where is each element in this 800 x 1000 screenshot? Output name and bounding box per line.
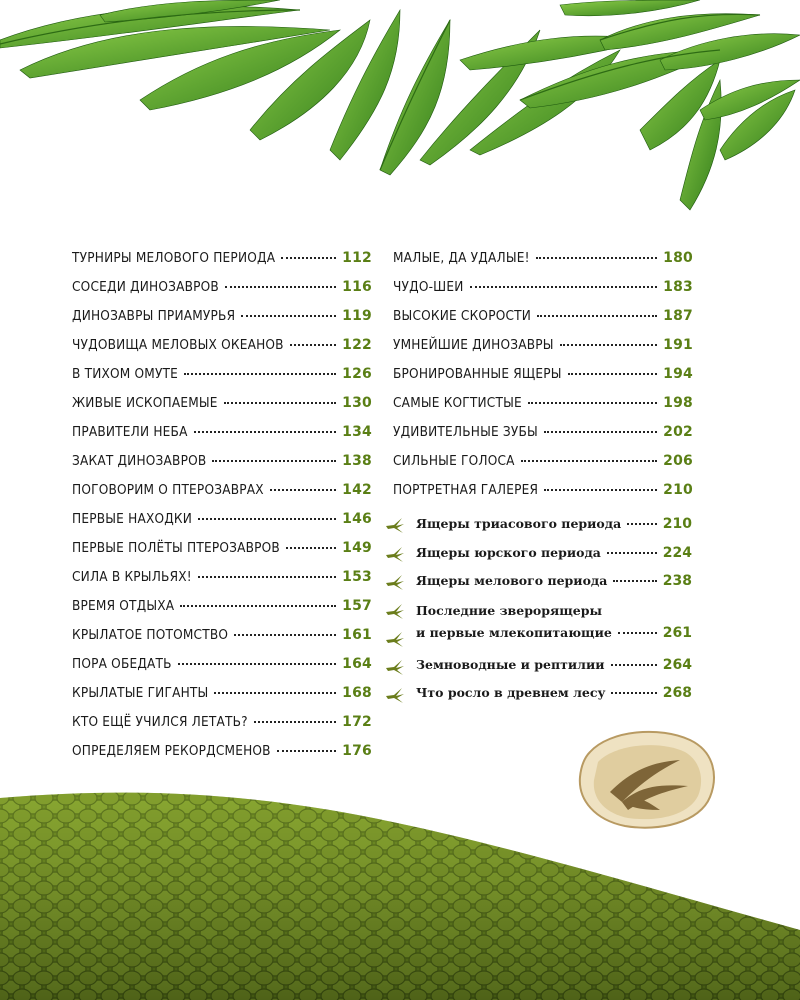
toc-entry[interactable] — [393, 279, 693, 308]
dinosaur-skin-illustration — [0, 780, 800, 1000]
dinosaur-footprint-icon — [384, 545, 406, 563]
toc-entry[interactable] — [393, 395, 693, 424]
dot-leader — [178, 662, 336, 665]
toc-entry-page: 168 — [342, 685, 372, 701]
toc-entry-title: УМНЕЙШИЕ ДИНОЗАВРЫ — [393, 337, 554, 353]
dot-leader — [611, 692, 656, 694]
dot-leader — [198, 517, 336, 520]
toc-entry-page: 164 — [342, 656, 372, 672]
toc-entry[interactable] — [72, 482, 372, 511]
toc-entry[interactable] — [72, 714, 372, 743]
toc-entry-page: 264 — [662, 657, 692, 673]
toc-entry-title: ВЫСОКИЕ СКОРОСТИ — [393, 308, 532, 324]
toc-entry[interactable] — [72, 366, 372, 395]
dot-leader — [224, 401, 336, 404]
dinosaur-footprint-icon — [384, 658, 406, 676]
toc-entry[interactable] — [72, 656, 372, 685]
toc-entry-title: БРОНИРОВАННЫЕ ЯЩЕРЫ — [393, 366, 562, 382]
toc-entry-page: 153 — [342, 569, 372, 585]
toc-entry-title: СИЛА В КРЫЛЬЯХ! — [72, 569, 192, 585]
toc-entry[interactable] — [72, 569, 372, 598]
toc-entry-title: ОПРЕДЕЛЯЕМ РЕКОРДСМЕНОВ — [72, 743, 271, 759]
toc-entry[interactable] — [72, 308, 372, 337]
toc-entry-title: ЧУДО-ШЕИ — [393, 279, 464, 295]
dot-leader — [627, 523, 657, 525]
dinosaur-footprint-icon — [384, 573, 406, 591]
toc-entry-title: ПОРА ОБЕДАТЬ — [72, 656, 172, 672]
toc-entry-title: СОСЕДИ ДИНОЗАВРОВ — [72, 279, 219, 295]
toc-entry[interactable] — [393, 366, 693, 395]
toc-subentry[interactable] — [380, 600, 692, 644]
toc-entry-title: ПОРТРЕТНАЯ ГАЛЕРЕЯ — [393, 482, 539, 498]
dot-leader — [225, 285, 336, 288]
toc-entry-title: ТУРНИРЫ МЕЛОВОГО ПЕРИОДА — [72, 250, 276, 266]
toc-left-column — [72, 250, 372, 772]
toc-entry-title: Ящеры триасового периода — [416, 516, 622, 531]
toc-entry-page: 224 — [662, 545, 692, 561]
dot-leader — [286, 546, 336, 549]
toc-entry-title: ЗАКАТ ДИНОЗАВРОВ — [72, 453, 207, 469]
toc-entry-page: 206 — [663, 453, 693, 469]
toc-entry[interactable] — [393, 308, 693, 337]
toc-entry-title: КТО ЕЩЁ УЧИЛСЯ ЛЕТАТЬ? — [72, 714, 248, 730]
dot-leader — [537, 314, 657, 317]
dot-leader — [613, 580, 656, 582]
toc-entry-page: 176 — [342, 743, 372, 759]
dinosaur-footprint-icon — [384, 602, 406, 620]
dot-leader — [194, 430, 337, 433]
dinosaur-footprint-icon — [384, 630, 406, 648]
toc-entry-title: Земноводные и рептилии — [416, 657, 605, 672]
toc-entry-page: 116 — [342, 279, 372, 295]
dot-leader — [618, 632, 657, 634]
toc-entry-page: 202 — [663, 424, 693, 440]
toc-entry-title: ПЕРВЫЕ ПОЛЁТЫ ПТЕРОЗАВРОВ — [72, 540, 280, 556]
toc-entry-title: Что росло в древнем лесу — [416, 685, 606, 700]
dot-leader — [607, 552, 657, 554]
toc-entry-page: 126 — [342, 366, 372, 382]
toc-entry-page: 161 — [342, 627, 372, 643]
toc-entry[interactable] — [72, 395, 372, 424]
toc-entry-title: ПОГОВОРИМ О ПТЕРОЗАВРАХ — [72, 482, 264, 498]
toc-entry[interactable] — [72, 337, 372, 366]
toc-entry[interactable] — [72, 627, 372, 656]
toc-entry[interactable] — [72, 424, 372, 453]
toc-entry-page: 180 — [663, 250, 693, 266]
toc-entry-page: 187 — [663, 308, 693, 324]
toc-entry-page: 122 — [342, 337, 372, 353]
toc-subentry-title: и первые млекопитающие — [416, 625, 612, 640]
dot-leader — [544, 488, 657, 491]
toc-entry[interactable] — [393, 424, 693, 453]
toc-entry-title: СИЛЬНЫЕ ГОЛОСА — [393, 453, 515, 469]
toc-entry-page: 119 — [342, 308, 372, 324]
toc-entry-page: 157 — [342, 598, 372, 614]
toc-entry-page: 268 — [662, 685, 692, 701]
dot-leader — [198, 575, 336, 578]
dot-leader — [611, 664, 657, 666]
toc-entry-page: 194 — [663, 366, 693, 382]
toc-entry-page: 146 — [342, 511, 372, 527]
toc-entry-title: ВРЕМЯ ОТДЫХА — [72, 598, 175, 614]
toc-entry[interactable] — [72, 743, 372, 772]
toc-entry-page: 138 — [342, 453, 372, 469]
toc-subentry[interactable] — [380, 655, 692, 675]
dot-leader — [544, 430, 657, 433]
dot-leader — [528, 401, 657, 404]
toc-subentry[interactable] — [380, 571, 692, 591]
toc-entry-page: 210 — [663, 482, 693, 498]
dot-leader — [241, 314, 336, 317]
toc-entry-title: ПЕРВЫЕ НАХОДКИ — [72, 511, 193, 527]
dot-leader — [212, 459, 336, 462]
toc-entry-page: 134 — [342, 424, 372, 440]
toc-entry-title: Ящеры мелового периода — [416, 573, 608, 588]
toc-right-column — [393, 250, 693, 511]
toc-entry-title: В ТИХОМ ОМУТЕ — [72, 366, 179, 382]
toc-subentry[interactable] — [380, 683, 692, 703]
dot-leader — [521, 459, 658, 462]
toc-entry-page: 198 — [663, 395, 693, 411]
toc-entry-title: МАЛЫЕ, ДА УДАЛЫЕ! — [393, 250, 530, 266]
toc-entry[interactable] — [72, 279, 372, 308]
toc-entry[interactable] — [72, 511, 372, 540]
toc-entry-title: САМЫЕ КОГТИСТЫЕ — [393, 395, 522, 411]
toc-entry-title: Ящеры юрского периода — [416, 545, 601, 560]
toc-entry[interactable] — [72, 250, 372, 279]
toc-entry-page: 238 — [662, 573, 692, 589]
dot-leader — [568, 372, 657, 375]
toc-entry-title: ЧУДОВИЩА МЕЛОВЫХ ОКЕАНОВ — [72, 337, 284, 353]
toc-entry-page: 183 — [663, 279, 693, 295]
toc-subentry[interactable] — [380, 543, 692, 563]
dot-leader — [270, 488, 336, 491]
dinosaur-footprint-icon — [384, 516, 406, 534]
toc-entry-title: КРЫЛАТЫЕ ГИГАНТЫ — [72, 685, 209, 701]
toc-subentry-title-line1: Последние зверорящеры — [416, 603, 602, 618]
toc-entry[interactable] — [72, 685, 372, 714]
toc-entry-page: 172 — [342, 714, 372, 730]
dot-leader — [234, 633, 336, 636]
dot-leader — [254, 720, 336, 723]
toc-entry[interactable] — [393, 250, 693, 279]
dot-leader — [277, 749, 336, 752]
dot-leader — [214, 691, 336, 694]
toc-subentry-page: 261 — [662, 625, 692, 641]
toc-entry[interactable] — [393, 453, 693, 482]
toc-entry-title: ЖИВЫЕ ИСКОПАЕМЫЕ — [72, 395, 218, 411]
toc-entry-page: 191 — [663, 337, 693, 353]
palm-foliage-illustration — [0, 0, 800, 235]
dot-leader — [290, 343, 336, 346]
toc-entry[interactable] — [393, 337, 693, 366]
dot-leader — [536, 256, 657, 259]
dot-leader — [180, 604, 336, 607]
toc-subentry[interactable] — [380, 514, 692, 534]
toc-entry-title: ПРАВИТЕЛИ НЕБА — [72, 424, 188, 440]
toc-entry-page: 142 — [342, 482, 372, 498]
toc-entry[interactable] — [72, 598, 372, 627]
dot-leader — [281, 256, 336, 259]
dinosaur-footprint-icon — [384, 686, 406, 704]
toc-entry[interactable] — [72, 453, 372, 482]
toc-entry-page: 112 — [342, 250, 372, 266]
toc-entry-title: УДИВИТЕЛЬНЫЕ ЗУБЫ — [393, 424, 538, 440]
toc-entry-page: 149 — [342, 540, 372, 556]
toc-entry-title: ДИНОЗАВРЫ ПРИАМУРЬЯ — [72, 308, 236, 324]
toc-entry[interactable] — [393, 482, 693, 511]
toc-entry-page: 130 — [342, 395, 372, 411]
toc-entry-title: КРЫЛАТОЕ ПОТОМСТВО — [72, 627, 229, 643]
dot-leader — [560, 343, 657, 346]
dot-leader — [470, 285, 658, 288]
dot-leader — [184, 372, 336, 375]
toc-entry[interactable] — [72, 540, 372, 569]
toc-entry-page: 210 — [662, 516, 692, 532]
